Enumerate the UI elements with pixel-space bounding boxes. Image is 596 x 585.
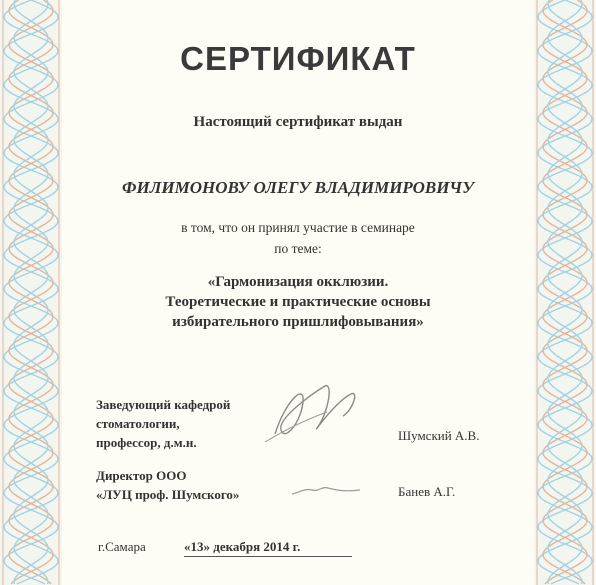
signatory-2-name: Банев А.Г. bbox=[398, 484, 456, 499]
signature-1 bbox=[255, 372, 375, 452]
seminar-topic bbox=[0, 272, 596, 332]
signature-2 bbox=[288, 478, 368, 502]
issue-city: г.Самара bbox=[98, 539, 146, 554]
position-line: Заведующий кафедрой bbox=[96, 397, 231, 412]
certificate-title: СЕРТИФИКАТ bbox=[180, 40, 416, 77]
signatory-1-position bbox=[96, 395, 230, 452]
position-line: Директор ООО bbox=[96, 468, 187, 483]
signatory-2-position bbox=[96, 466, 239, 504]
position-line: стоматологии, bbox=[96, 416, 180, 431]
signatory-1-name: Шумский А.В. bbox=[398, 428, 480, 443]
participation-text: в том, что он принял участие в семинаре bbox=[181, 220, 415, 235]
issue-date: «13» декабря 2014 г. bbox=[184, 539, 301, 554]
topic-line: «Гармонизация окклюзии. bbox=[207, 274, 389, 290]
date-underline bbox=[184, 556, 352, 557]
issued-to-text: Настоящий сертификат выдан bbox=[193, 114, 403, 130]
topic-line: избирательного пришлифовывания» bbox=[172, 314, 424, 330]
position-line: профессор, д.м.н. bbox=[96, 435, 197, 450]
recipient-name: ФИЛИМОНОВУ ОЛЕГУ ВЛАДИМИРОВИЧУ bbox=[122, 178, 474, 197]
topic-line: Теоретические и практические основы bbox=[165, 294, 431, 310]
topic-intro: по теме: bbox=[274, 241, 322, 256]
position-line: «ЛУЦ проф. Шумского» bbox=[96, 487, 240, 502]
